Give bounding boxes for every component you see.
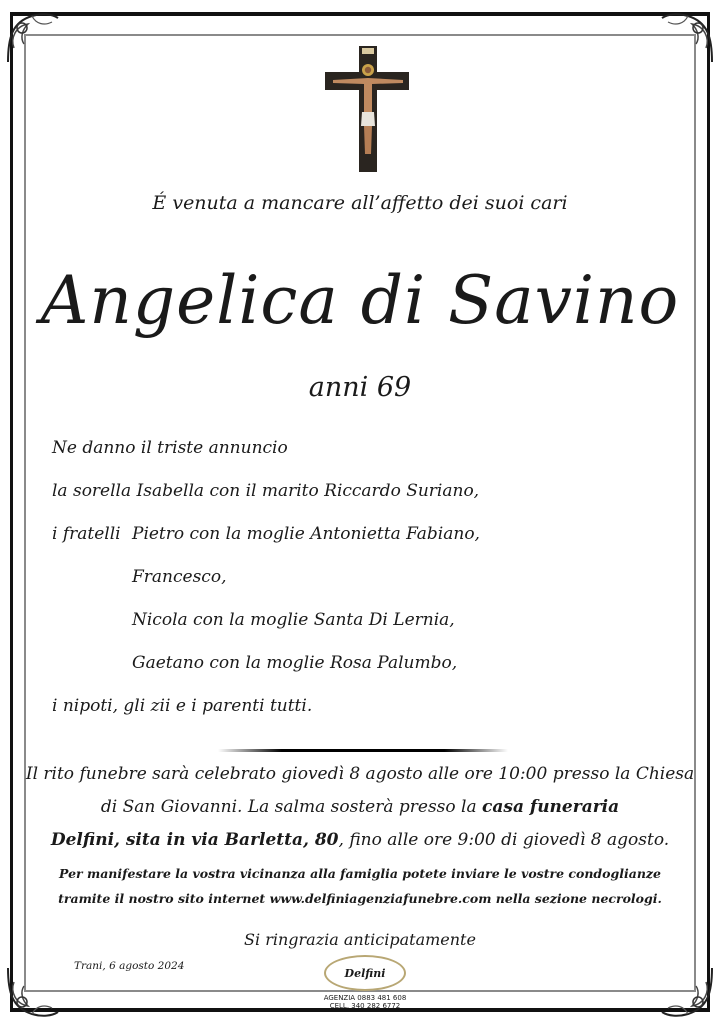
logo-emblem	[324, 955, 406, 991]
funeral-home-label: casa funeraria	[482, 797, 620, 817]
funeral-home-address: Delfini, sita in via Barletta, 80	[50, 830, 339, 850]
funeral-line-2-text: di San Giovanni. La salma sosterà presso la	[100, 797, 483, 817]
announcement-opening: Ne danno il triste annuncio	[52, 438, 288, 458]
funeral-line-1: Il rito funebre sarà celebrato giovedì 8 agosto alle ore 10:00 presso la Chiesa	[25, 764, 695, 784]
ornament-corner-icon	[2, 962, 62, 1022]
ornament-corner-icon	[2, 8, 62, 68]
brother-line: Pietro con la moglie Antonietta Fabiano,	[132, 524, 480, 544]
ornament-corner-icon	[658, 962, 718, 1022]
funeral-line-3	[0, 830, 720, 850]
brother-line: Francesco,	[132, 567, 227, 587]
fratelli-label: i fratelli	[52, 524, 121, 544]
divider	[218, 749, 508, 752]
agency-logo	[318, 955, 412, 1013]
deceased-name: Angelica di Savino	[40, 262, 680, 339]
ornament-corner-icon	[658, 8, 718, 68]
announcement-closing: i nipoti, gli zii e i parenti tutti.	[52, 696, 313, 716]
place-date: Trani, 6 agosto 2024	[74, 960, 185, 972]
logo-brand: Delfini	[344, 966, 386, 980]
condolences-line-2: tramite il nostro sito internet www.delfiniagenziafunebre.com nella sezione necrologi.	[58, 891, 662, 906]
agency-phone: AGENZIA 0883 481 608	[323, 994, 407, 1002]
agency-mobile: CELL. 340 282 6772	[329, 1002, 401, 1010]
intro-line: É venuta a mancare all’affetto dei suoi cari	[152, 192, 568, 214]
brother-line: Gaetano con la moglie Rosa Palumbo,	[132, 653, 458, 673]
funeral-line-3-text: , fino alle ore 9:00 di giovedì 8 agosto.	[338, 830, 670, 850]
announcement-sister: la sorella Isabella con il marito Riccardo Suriano,	[52, 481, 480, 501]
condolences-line-1: Per manifestare la vostra vicinanza alla famiglia potete inviare le vostre condoglianze	[59, 866, 661, 881]
thanks-line: Si ringrazia anticipatamente	[244, 930, 476, 949]
funeral-line-2	[0, 797, 720, 817]
crucifix-icon	[325, 46, 409, 172]
brother-line: Nicola con la moglie Santa Di Lernia,	[132, 610, 455, 630]
deceased-age: anni 69	[308, 372, 412, 403]
